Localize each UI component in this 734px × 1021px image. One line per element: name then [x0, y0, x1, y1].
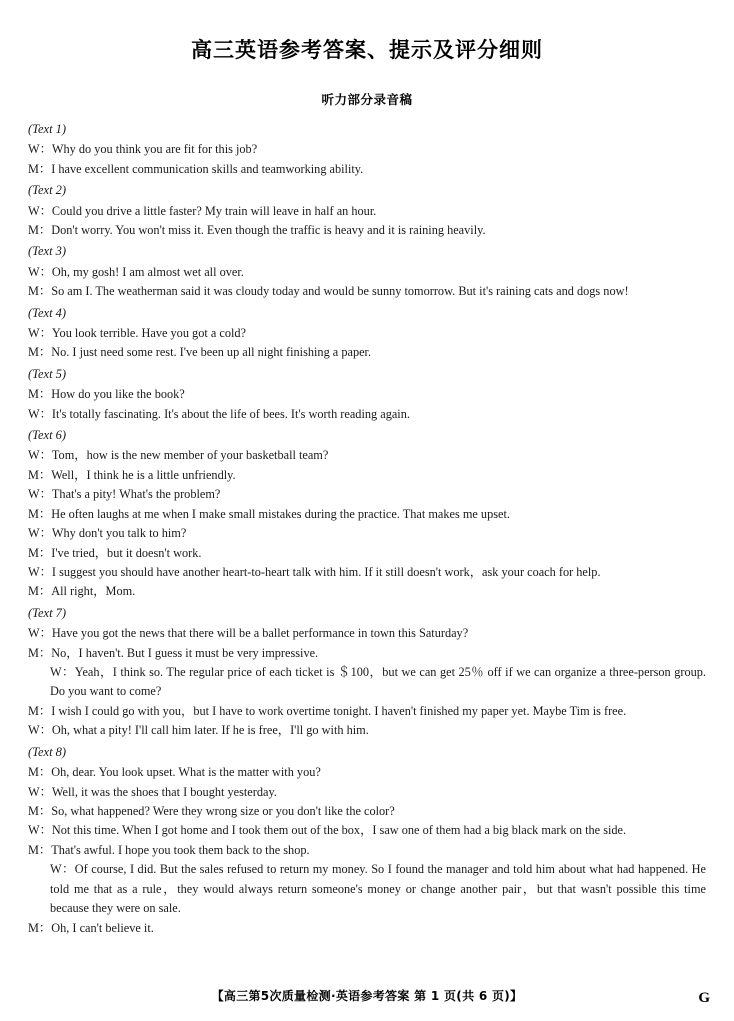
script-line: M：Well，I think he is a little unfriendly. [28, 467, 236, 482]
script-line: W：Have you got the news that there will be a ballet performance in town this Saturday? [28, 626, 469, 641]
script-line: W：Why don't you talk to him? [28, 526, 187, 541]
script-line: W：Oh, what a pity! I'll call him later. If he is free，I'll go with him. [28, 723, 369, 738]
footer-mark: G [698, 990, 710, 1006]
script-line: M：Oh, dear. You look upset. What is the matter with you? [28, 765, 321, 780]
page-title: 高三英语参考答案、提示及评分细则 [191, 38, 543, 62]
script-line: W：Yeah，I think so. The regular price of each ticket is ＄100，but we can get 25％ off if we can organize a three-person group. Do you want to come? [50, 665, 706, 699]
script-line: W：Oh, my gosh! I am almost wet all over. [28, 264, 244, 279]
text-label: (Text 2) [28, 183, 67, 198]
script-line: W：Of course, I did. But the sales refused to return my money. So I found the manager and told him about what had happened. He told me that as a rule，they would always return someone's money or change another pair，but that wasn't possible this time because they were on sale. [50, 862, 706, 916]
section-title: 听力部分录音稿 [321, 92, 413, 107]
page-footer [0, 987, 734, 1005]
listening-script-body [28, 120, 706, 938]
script-line: W：Well, it was the shoes that I bought yesterday. [28, 784, 277, 799]
script-line: M：Don't worry. You won't miss it. Even though the traffic is heavy and it is raining heavily. [28, 223, 486, 238]
script-line: M：He often laughs at me when I make small mistakes during the practice. That makes me upset. [28, 506, 510, 521]
script-line: W：That's a pity! What's the problem? [28, 487, 221, 502]
document-page [0, 34, 734, 1021]
script-line: M：No，I haven't. But I guess it must be very impressive. [28, 645, 319, 660]
footer-page-info: 【高三第5次质量检测·英语参考答案 第 1 页(共 6 页)】 [211, 989, 523, 1003]
script-line: M：So am I. The weatherman said it was cloudy today and would be sunny tomorrow. But it's raining cats and dogs now! [28, 284, 629, 299]
script-line: M：No. I just need some rest. I've been up all night finishing a paper. [28, 345, 372, 360]
script-line: M：I have excellent communication skills and teamworking ability. [28, 161, 364, 176]
script-line: W：Not this time. When I got home and I took them out of the box，I saw one of them had a big black mark on the side. [28, 823, 627, 838]
text-label: (Text 1) [28, 122, 67, 136]
script-line: W：You look terrible. Have you got a cold? [28, 326, 246, 341]
script-line: M：Oh, I can't believe it. [28, 920, 154, 935]
text-label: (Text 6) [28, 428, 67, 443]
script-line: M：All right，Mom. [28, 584, 136, 599]
script-line: W：Could you drive a little faster? My train will leave in half an hour. [28, 203, 377, 218]
text-label: (Text 7) [28, 605, 67, 620]
text-label: (Text 5) [28, 366, 67, 381]
script-line: M：I've tried，but it doesn't work. [28, 545, 202, 560]
script-line: M：I wish I could go with you，but I have to work overtime tonight. I haven't finished my paper yet. Maybe Tim is free. [28, 703, 627, 718]
script-line: M：How do you like the book? [28, 387, 185, 402]
script-line: W：I suggest you should have another heart-to-heart talk with him. If it still doesn't work，ask your coach for help. [28, 565, 601, 579]
script-line: W：Tom，how is the new member of your basketball team? [28, 448, 329, 463]
text-label: (Text 8) [28, 744, 67, 759]
text-label: (Text 4) [28, 305, 67, 320]
script-line: M：So, what happened? Were they wrong size or you don't like the color? [28, 803, 395, 818]
text-label: (Text 3) [28, 244, 67, 259]
script-line: W：It's totally fascinating. It's about the life of bees. It's worth reading again. [28, 406, 410, 421]
script-line: M：That's awful. I hope you took them back to the shop. [28, 842, 310, 857]
script-line: W：Why do you think you are fit for this job? [28, 142, 258, 157]
